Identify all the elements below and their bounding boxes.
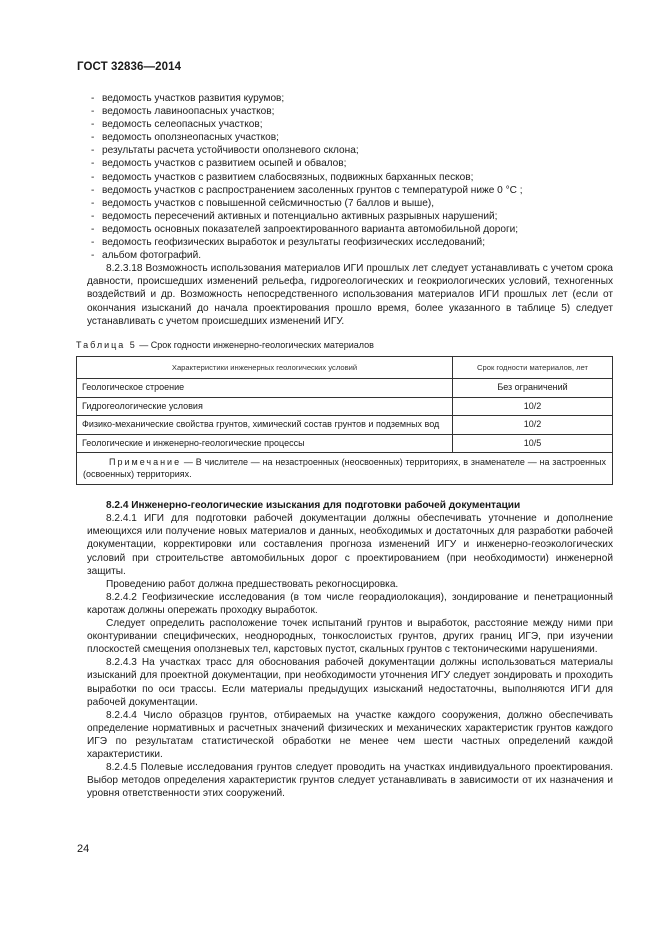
section-paragraph: 8.2.4.4 Число образцов грунтов, отбираемых на участке каждого сооружения, должно обеспечивать определение нормативных и расчетных значений физических и механических характеристик грунтов каждого ИГЭ по результатам статистической обработки не менее чем шести частных определений каждой характеристики. — [87, 709, 613, 760]
list-item — [87, 171, 613, 184]
list-item — [87, 144, 613, 157]
dash-marker: - — [91, 237, 95, 249]
table-cell-value: 10/2 — [453, 397, 613, 416]
table-row — [77, 397, 613, 416]
list-item — [87, 197, 613, 210]
list-item — [87, 131, 613, 144]
table-cell-value: 10/2 — [453, 416, 613, 435]
list-item-text: ведомость участков развития курумов; — [102, 93, 285, 104]
table-note — [77, 453, 613, 485]
dash-marker: - — [91, 197, 95, 209]
dash-marker: - — [91, 210, 95, 222]
section-paragraph: 8.2.4.5 Полевые исследования грунтов следует проводить на участках индивидуального проектирования. Выбор методов определения характеристик грунтов следует устанавливать в зависимости от их назначения и уровня ответственности этих сооружений. — [87, 762, 613, 800]
list-item-text: ведомость участков с развитием слабосвязных, подвижных барханных песков; — [102, 171, 474, 183]
list-item — [87, 118, 613, 131]
list-item — [87, 92, 613, 105]
dash-marker: - — [91, 158, 95, 170]
table-cell-value: 10/5 — [453, 434, 613, 453]
list-item — [87, 157, 613, 170]
document-header: ГОСТ 32836—2014 — [77, 61, 182, 73]
list-item-text: ведомость лавиноопасных участков; — [102, 106, 275, 118]
table-header-cell: Срок годности материалов, лет — [453, 356, 613, 379]
page-content — [76, 92, 613, 800]
list-item-text: ведомость пересечений активных и потенциально активных разрывных нарушений; — [102, 210, 498, 222]
table-row — [77, 434, 613, 453]
table-note-label: Примечание — [109, 457, 182, 468]
table-cell-name: Геологические и инженерно-геологические процессы — [77, 434, 453, 453]
list-item — [87, 105, 613, 118]
table-cell-name: Геологическое строение — [77, 379, 453, 398]
list-item — [87, 210, 613, 223]
paragraph-8-2-3-18: 8.2.3.18 Возможность использования материалов ИГИ прошлых лет следует устанавливать с учетом срока давности, происшедших изменений рельефа, гидрогеологических и геокриологических условий, техногенных воздействий и др. Возможность непосредственного использования материалов ИГИ прошлых лет (если от окончания изысканий до начала проектирования прошло время, более указанного в таблице 5) следует устанавливать с учетом происшедших изменений ИГУ. — [87, 263, 613, 327]
dash-marker: - — [91, 250, 95, 262]
dash-marker: - — [91, 223, 95, 235]
list-item-text: ведомость участков с развитием осыпей и обвалов; — [102, 158, 347, 170]
section-paragraph: 8.2.4.3 На участках трасс для обоснования рабочей документации должны использоваться материалы изысканий для проектной документации, при необходимости уточнения ИГУ следует зондировать и проходить выработки по оси трассы. Если материалы предыдущих изысканий недостаточны, выполняются ИГИ для рабочей документации. — [87, 657, 613, 708]
table-header-cell: Характеристики инженерных геологических условий — [77, 356, 453, 379]
section-paragraph: Проведению работ должна предшествовать рекогносцировка. — [106, 578, 399, 590]
page-number: 24 — [77, 843, 90, 855]
section-paragraph: Следует определить расположение точек испытаний грунтов и выработок, расстояние между ними при оконтуривании специфических, неоднородных, тонкослоистых грунтов, других границ ИГЭ, при изучении плоскостей смещения оползневых тел, карстовых пустот, скальных грунтов с тектоническими нарушениями. — [87, 618, 613, 656]
dash-marker: - — [91, 184, 95, 196]
list-item-text: ведомость участков с повышенной сейсмичностью (7 баллов и выше), — [102, 197, 435, 209]
list-item-text: ведомость основных показателей запроектированного варианта автомобильной дороги; — [102, 223, 519, 235]
dash-marker: - — [91, 132, 95, 144]
list-item-text: результаты расчета устойчивости оползневого склона; — [102, 145, 359, 157]
list-item — [87, 236, 613, 249]
list-item-text: ведомость участков с распространением засоленных грунтов с температурой ниже 0 °С ; — [102, 184, 523, 196]
list-item — [87, 223, 613, 236]
section-paragraph: 8.2.4.1 ИГИ для подготовки рабочей документации должны обеспечивать уточнение и дополнение имеющихся или получение новых материалов и данных, необходимых и достаточных для разработки рабочей документации, корректировки или составления прогноза изменений ИГУ и инженерно-геоэкологических условий при строительстве автомобильных дорог с проектированием (при необходимости) инженерной защиты. — [87, 513, 613, 577]
table-cell-value: Без ограничений — [453, 379, 613, 398]
list-item-text: ведомость оползнеопасных участков; — [102, 132, 279, 144]
list-item-text: альбом фотографий. — [102, 250, 202, 262]
table-caption-label: Таблица 5 — [76, 339, 137, 350]
table-cell-name: Физико-механические свойства грунтов, химический состав грунтов и подземных вод — [77, 416, 453, 435]
table-header-row — [77, 356, 613, 379]
table-note-row — [77, 453, 613, 485]
list-item-text: ведомость геофизических выработок и результаты геофизических исследований; — [102, 237, 485, 249]
shelf-life-table — [76, 356, 613, 486]
section-title: 8.2.4 Инженерно-геологические изыскания для подготовки рабочей документации — [106, 500, 521, 512]
table-row — [77, 379, 613, 398]
list-item — [87, 184, 613, 197]
table-cell-name: Гидрогеологические условия — [77, 397, 453, 416]
table-caption-text: — Срок годности инженерно-геологических материалов — [136, 339, 374, 350]
bullet-list — [87, 92, 613, 262]
dash-marker: - — [91, 106, 95, 118]
dash-marker: - — [91, 119, 95, 131]
table-row — [77, 416, 613, 435]
dash-marker: - — [91, 145, 95, 157]
dash-marker: - — [91, 93, 95, 104]
list-item-text: ведомость селеопасных участков; — [102, 119, 263, 131]
section-paragraph: 8.2.4.2 Геофизические исследования (в том числе георадиолокация), зондирование и пенетрационный каротаж должны опережать проходку выработок. — [87, 591, 613, 616]
table-note-text: — В числителе — на незастроенных (неосвоенных) территориях, в знаменателе — на застроенных (освоенных) территориях. — [83, 457, 606, 479]
list-item — [87, 249, 613, 262]
dash-marker: - — [91, 171, 95, 183]
table-caption — [76, 339, 613, 351]
